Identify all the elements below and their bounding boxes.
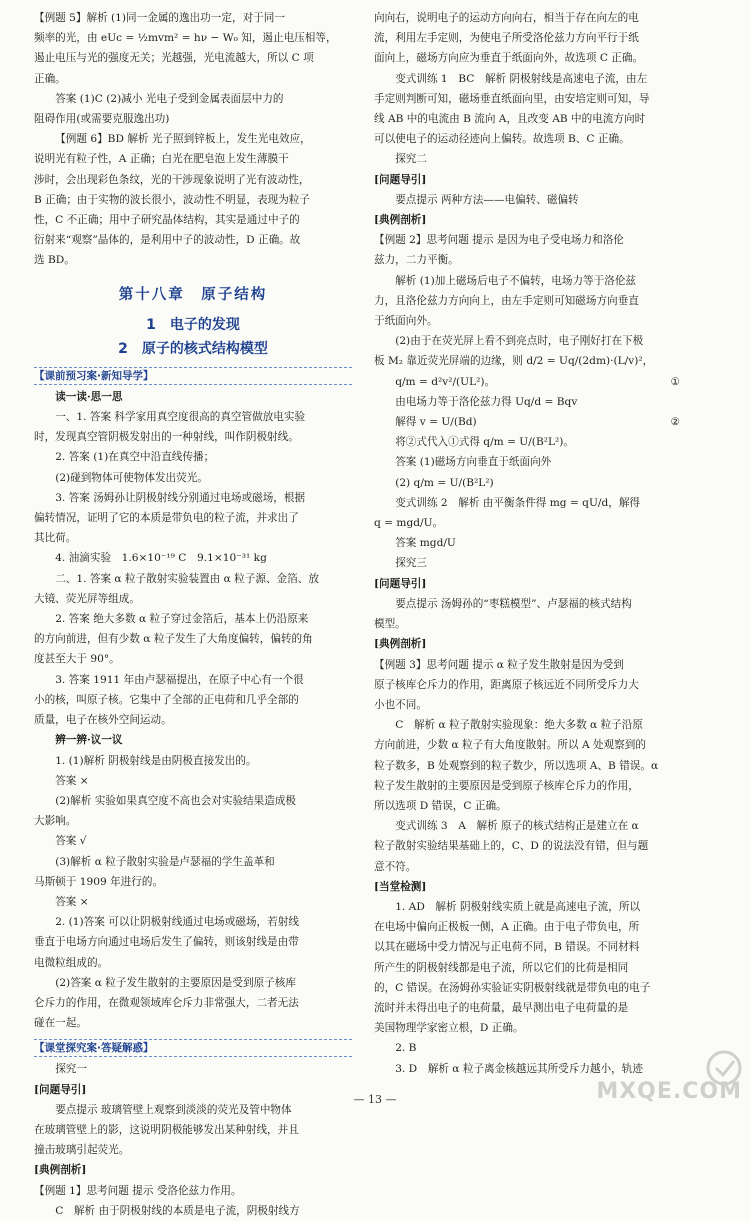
text-line: (2)解析 实验如果真空度不高也会对实验结果造成极 (55, 794, 297, 807)
watermark-logo (596, 1048, 746, 1108)
text-line: 【例题 2】思考问题 提示 是因为电子受电场力和洛伦 (374, 234, 624, 247)
text-line: 选 BD。 (34, 254, 75, 267)
left-column (34, 8, 352, 1221)
text-line: 于纸面向外。 (374, 315, 438, 328)
check-label: [当堂检测] (374, 880, 427, 893)
text-line: 解析 (1)加上磁场后电子不偏转，电场力等于洛伦兹 (395, 274, 637, 287)
text-line: 3. D 解析 α 粒子离金核越远其所受斥力越小，轨迹 (395, 1062, 643, 1075)
explore-heading-3: 探究三 (395, 557, 427, 570)
text-line: C 解析 由于阴极射线的本质是电子流，阴极射线方 (55, 1204, 300, 1217)
equation-4: 将②式代入①式得 q/m = U/(B²L²)。 (395, 436, 574, 449)
text-line: 撞击玻璃引起荧光。 (34, 1144, 130, 1157)
text-line: 的，C 错误。在汤姆孙实验证实阴极射线就是带负电的电子 (374, 981, 651, 994)
text-line: 【例题 1】思考问题 提示 受洛伦兹力作用。 (34, 1184, 242, 1197)
text-line: 衍射来“观察”晶体的，是利用中子的波动性，D 正确。故 (34, 234, 301, 247)
text-line: 小也不同。 (374, 698, 427, 711)
guide-label-1: [问题导引] (34, 1083, 87, 1096)
text-line: 的方向前进，但有少数 α 粒子发生了大角度偏转，偏转的角 (34, 633, 313, 646)
text-line: 仑斥力的作用，在微观领域库仑斥力非常强大，二者无法 (34, 996, 299, 1009)
text-line: 3. 答案 1911 年由卢瑟福提出，在原子中心有一个很 (55, 673, 304, 686)
text-line: 质量，电子在核外空间运动。 (34, 714, 172, 727)
equation-3 (374, 412, 692, 432)
left-lines-2 (34, 407, 352, 730)
text-line: (3)解析 α 粒子散射实验是卢瑟福的学生盖革和 (55, 855, 275, 868)
guide-label-2: [问题导引] (374, 173, 427, 186)
section-band-preview: 【课前预习案·新知导学】 (34, 367, 352, 385)
text-line: 1. AD 解析 阴极射线实质上就是高速电子流，所以 (395, 900, 641, 913)
text-line: 【例题 6】BD 解析 光子照到锌板上，发生光电效应， (55, 133, 311, 146)
text-line: 频率的光，由 eUc = ½mvm² = hν − W₀ 知，遏止电压相等， (34, 32, 337, 45)
text-line: 要点提示 玻璃管壁上观察到淡淡的荧光及管中物体 (55, 1103, 292, 1116)
text-line: 正确。 (34, 72, 66, 85)
text-line: 流，利用左手定则，为使电子所受洛伦兹力方向平行于纸 (374, 32, 639, 45)
text-line: 【例题 3】思考问题 提示 α 粒子发生散射是因为受到 (374, 658, 624, 671)
subheading-discuss: 辨一辨·议一议 (55, 734, 123, 747)
answer-line: (2) q/m = U/(B²L²) (395, 476, 494, 489)
text-line: 1. (1)解析 阴极射线是由阴极直接发出的。 (55, 754, 257, 767)
text-line: 性，C 不正确；用中子研究晶体结构，其实是通过中子的 (34, 214, 300, 227)
text-line: 答案 √ (55, 835, 87, 848)
text-line: 电微粒组成的。 (34, 956, 109, 969)
right-lines-3 (374, 493, 692, 554)
equation-number: ② (670, 416, 680, 429)
explore-heading-2: 探究二 (395, 153, 427, 166)
text-line: 所产生的阴极射线都是电子流，所以它们的比荷是相同 (374, 961, 629, 974)
analysis-label-1: [典例剖析] (34, 1164, 87, 1177)
text-line: 可以使电子的运动径迹向上偏转。故选项 B、C 正确。 (374, 133, 630, 146)
section-band-class: 【课堂探究案·答疑解惑】 (34, 1039, 352, 1057)
left-lines-3 (34, 751, 352, 1034)
text-line: 【例题 5】解析 (1)同一金属的逸出功一定，对于同一 (34, 12, 285, 24)
text-line: 3. 答案 汤姆孙让阴极射线分别通过电场或磁场，根据 (55, 491, 306, 504)
section-title-2: 2 原子的核式结构模型 (118, 340, 268, 357)
subheading-read: 读一读·思一思 (55, 390, 123, 403)
text-line: 大影响。 (34, 815, 77, 828)
text-line: 2. B (395, 1042, 417, 1055)
answer-line: 答案 (1)磁场方向垂直于纸面向外 (395, 456, 552, 469)
text-line: 度甚至大于 90°。 (34, 653, 120, 666)
text-line: 向向右，说明电子的运动方向向右，相当于存在向左的电 (374, 12, 639, 24)
guide-label-3: [问题导引] (374, 577, 427, 590)
equation-text: q/m = d²v²/(UL²)。 (395, 375, 496, 388)
text-line: 粒子数多，B 处观察到的粒子数少，所以选项 A、B 错误。α (374, 759, 659, 772)
text-line: 其比荷。 (34, 532, 77, 545)
right-column (374, 8, 692, 1079)
text-line: 2. 答案 绝大多数 α 粒子穿过金箔后，基本上仍沿原来 (55, 613, 309, 626)
section-title-1: 1 电子的发现 (146, 316, 240, 333)
text-line: 小的核，叫原子核。它集中了全部的正电荷和几乎全部的 (34, 693, 299, 706)
left-lines-4 (34, 1100, 352, 1161)
text-line: 线 AB 中的电流由 B 流向 A，且改变 AB 中的电流方向时 (374, 113, 646, 126)
text-line: q = mgd/U。 (374, 517, 444, 530)
text-line: 兹力，二力平衡。 (374, 254, 459, 267)
explore-heading-1: 探究一 (55, 1063, 87, 1076)
right-lines-5 (374, 655, 692, 877)
text-line: 变式训练 3 A 解析 原子的核式结构正是建立在 α (395, 820, 639, 833)
text-line: 垂直于电场方向通过电场后发生了偏转，则该射线是由带 (34, 936, 299, 949)
left-lines-5 (34, 1181, 352, 1221)
text-line: 粒子发生散射的主要原因是受到原子核库仑斥力的作用， (374, 779, 639, 792)
text-line: 要点提示 两种方法——电偏转、磁偏转 (395, 193, 579, 206)
text-line: 答案 mgd/U (395, 537, 456, 550)
text-line: 面向上，磁场方向应为垂直于纸面向外，故选项 C 正确。 (374, 52, 644, 65)
text-line: C 解析 α 粒子散射实验现象：绝大多数 α 粒子沿原 (395, 719, 643, 732)
text-line: (2)碰到物体可使物体发出荧光。 (55, 471, 208, 484)
text-line: 所以选项 D 错误，C 正确。 (374, 799, 507, 812)
text-line: 美国物理学家密立根，D 正确。 (374, 1022, 524, 1035)
text-line: 2. (1)答案 可以让阴极射线通过电场或磁场，若射线 (55, 916, 299, 929)
text-line: 马斯顿于 1909 年进行的。 (34, 875, 164, 888)
text-line: 遏止电压与光的强度无关；光越强，光电流越大，所以 C 项 (34, 52, 314, 65)
text-line: 板 M₂ 靠近荧光屏端的边缘，则 d/2 = Uq/(2dm)·(L/v)²， (374, 355, 654, 368)
text-line: 大镜、荧光屏等组成。 (34, 592, 140, 605)
right-lines-2 (374, 230, 692, 371)
text-line: B 正确；由于实物的波长很小，波动性不明显，表现为粒子 (34, 193, 310, 206)
equation-2: 由电场力等于洛伦兹力得 Uq/d = Bqv (395, 395, 578, 408)
text-line: 答案 × (55, 895, 89, 908)
text-line: 在电场中偏向正极板一侧，A 正确。由于电子带负电，所 (374, 921, 640, 934)
text-line: 二、1. 答案 α 粒子散射实验装置由 α 粒子源、金箔、放 (55, 572, 319, 585)
text-line: 要点提示 汤姆孙的“枣糕模型”、卢瑟福的核式结构 (395, 597, 632, 610)
right-lines-1 (374, 8, 692, 149)
analysis-label-3: [典例剖析] (374, 638, 427, 651)
text-line: 4. 油滴实验 1.6×10⁻¹⁹ C 9.1×10⁻³¹ kg (55, 552, 267, 565)
chapter-title: 第十八章 原子结构 (118, 286, 268, 303)
text-line: 原子核库仑斥力的作用，距离原子核远近不同所受斥力大 (374, 678, 639, 691)
page-number: — 13 — (353, 1093, 397, 1106)
analysis-label-2: [典例剖析] (374, 214, 427, 227)
text-line: 偏转情况，证明了它的本质是带负电的粒子流，并求出了 (34, 512, 299, 525)
left-lines-1 (34, 8, 352, 271)
text-line: 2. 答案 (1)在真空中沿直线传播； (55, 451, 215, 464)
text-line: 方向前进，少数 α 粒子有大角度散射。所以 A 处观察到的 (374, 739, 646, 752)
text-line: 说明光有粒子性，A 正确；白光在肥皂泡上发生薄膜干 (34, 153, 289, 166)
equation-number: ① (670, 375, 680, 388)
text-line: 涉时，会出现彩色条纹，光的干涉现象说明了光有波动性， (34, 173, 310, 186)
text-line: (2)答案 α 粒子发生散射的主要原因是受到原子核库 (55, 976, 296, 989)
text-line: 时，发现真空管阴极发射出的一种射线，叫作阴极射线。 (34, 431, 299, 444)
text-line: 粒子散射实验结果基础上的，C、D 的说法没有错，但与题 (374, 840, 649, 853)
text-line: 意不符。 (374, 860, 417, 873)
text-line: (2)由于在荧光屏上看不到亮点时，电子刚好打在下极 (395, 335, 644, 348)
text-line: 阻碍作用(或需要克服逸出功) (34, 113, 170, 126)
text-line: 模型。 (374, 618, 406, 631)
text-line: 变式训练 2 解析 由平衡条件得 mg = qU/d，解得 (395, 496, 641, 509)
text-line: 在玻璃管壁上的影，这说明阴极能够发出某种射线，并且 (34, 1123, 299, 1136)
text-line: 答案 × (55, 774, 89, 787)
text-line: 答案 (1)C (2)减小 光电子受到金属表面层中力的 (55, 92, 284, 105)
text-line: 以其在磁场中受力情况与正电荷不同，B 错误。不同材料 (374, 941, 640, 954)
text-line: 碰在一起。 (34, 1017, 87, 1030)
right-lines-4 (374, 594, 692, 634)
equation-text: 解得 v = U/(Bd) (395, 416, 477, 429)
text-line: 手定则判断可知，磁场垂直纸面向里，由安培定则可知，导 (374, 92, 650, 105)
text-line: 流时并未得出电子的电荷量，最早测出电子电荷量的是 (374, 1001, 629, 1014)
watermark-text: MXQE.COM (596, 1079, 742, 1104)
equation-1 (374, 372, 692, 392)
text-line: 力，且洛伦兹力方向向上，由左手定则可知磁场方向垂直 (374, 294, 639, 307)
text-line: 变式训练 1 BC 解析 阴极射线是高速电子流，由左 (395, 72, 648, 85)
text-line: 一、1. 答案 科学家用真空度很高的真空管做放电实验 (55, 411, 306, 424)
